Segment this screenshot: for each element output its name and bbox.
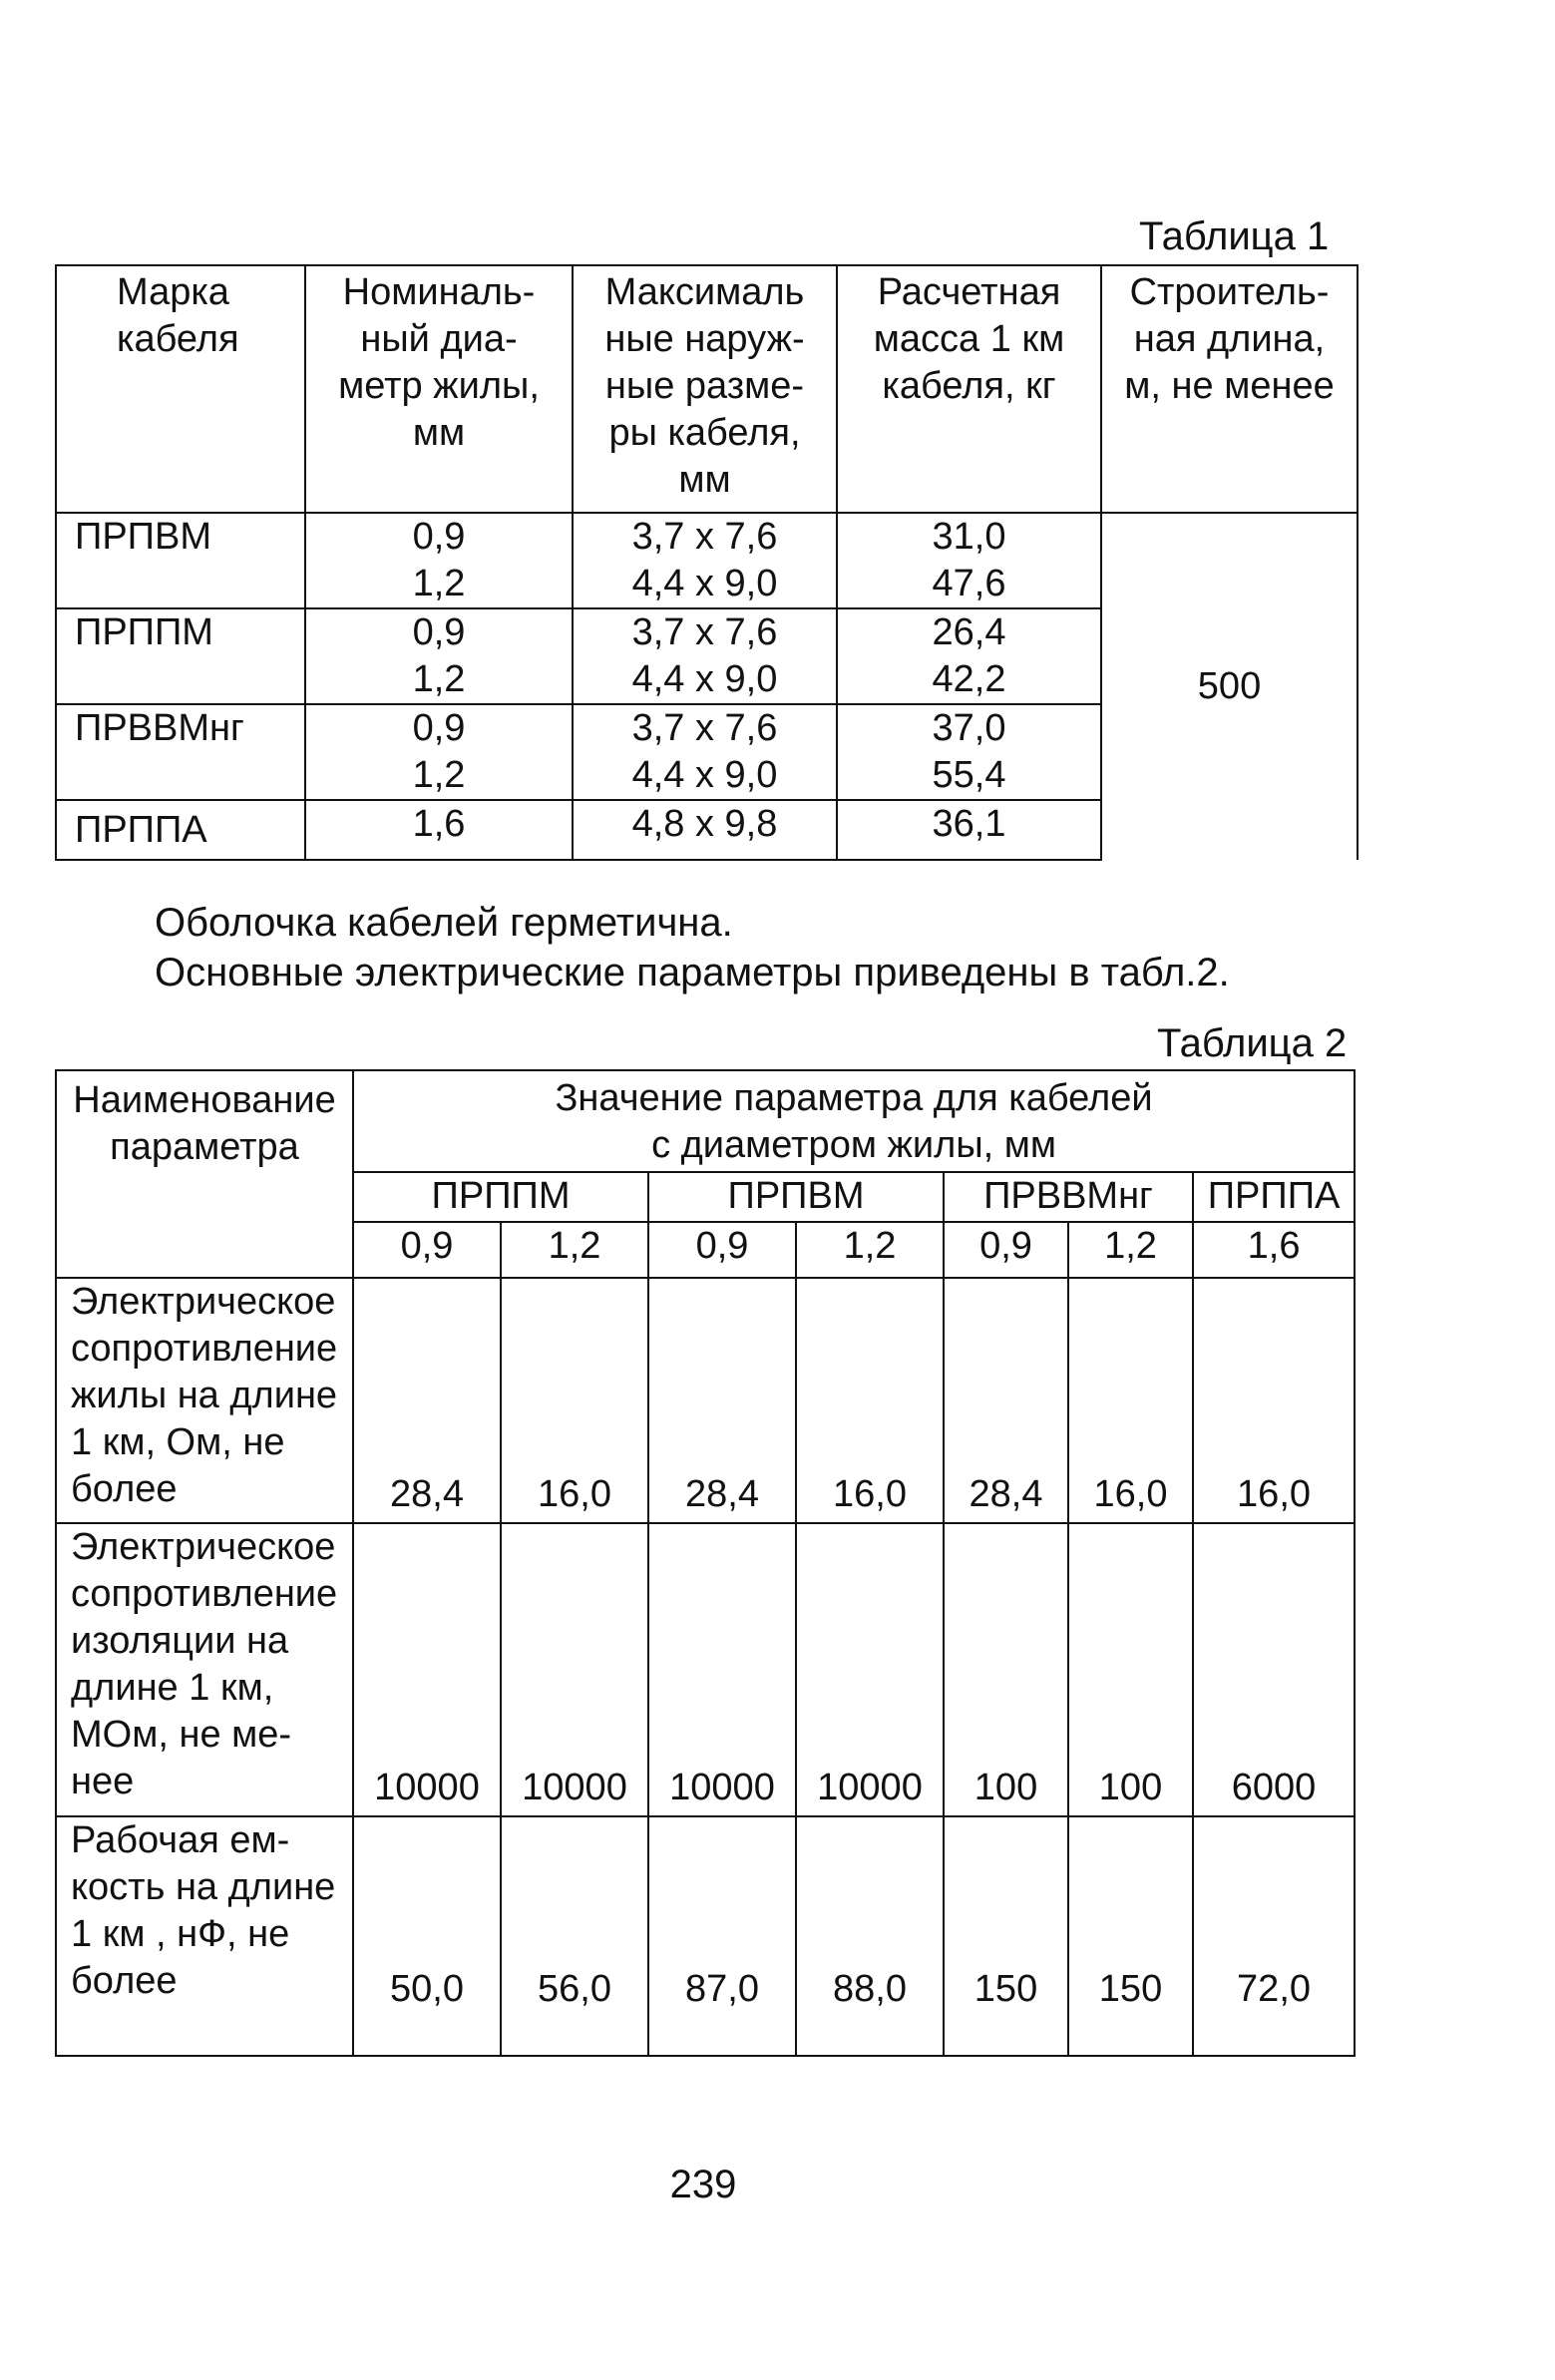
label-line: более — [71, 1960, 178, 2002]
diameter-header: 0,9 — [353, 1222, 501, 1278]
diameter-cell: 0,9 — [305, 704, 573, 752]
group-header: ПРППМ — [353, 1172, 648, 1222]
value-cell: 28,4 — [353, 1278, 501, 1523]
row-label — [56, 1278, 353, 1523]
dims-cell: 4,4 х 9,0 — [573, 752, 837, 800]
header-line: Номиналь- — [342, 271, 536, 313]
value-cell: 10000 — [648, 1523, 796, 1816]
dims-cell: 4,8 х 9,8 — [573, 800, 837, 860]
label-line: Рабочая ем- — [71, 1819, 290, 1861]
value-cell: 150 — [1068, 1816, 1193, 2056]
group-header: ПРПВМ — [648, 1172, 944, 1222]
mass-cell: 31,0 — [837, 513, 1101, 561]
value-cell: 16,0 — [1193, 1278, 1355, 1523]
header-value — [353, 1070, 1355, 1172]
value-cell: 16,0 — [796, 1278, 944, 1523]
mass-cell: 36,1 — [837, 800, 1101, 860]
header-dims — [573, 265, 837, 513]
value-cell: 100 — [944, 1523, 1068, 1816]
diameter-header: 1,6 — [1193, 1222, 1355, 1278]
length-cell: 500 — [1101, 513, 1358, 860]
label-line: длине 1 км, — [71, 1667, 274, 1709]
group-header: ПРППА — [1193, 1172, 1355, 1222]
value-cell: 28,4 — [944, 1278, 1068, 1523]
value-cell: 10000 — [353, 1523, 501, 1816]
label-line: 1 км , нФ, не — [71, 1913, 290, 1955]
value-cell: 72,0 — [1193, 1816, 1355, 2056]
dims-cell: 3,7 х 7,6 — [573, 704, 837, 752]
label-line: кость на длине — [71, 1866, 336, 1908]
value-cell: 56,0 — [501, 1816, 648, 2056]
table-row — [56, 513, 1358, 561]
label-line: сопротивление — [71, 1573, 338, 1615]
header-length — [1101, 265, 1358, 513]
header-param-name — [56, 1070, 353, 1278]
dims-cell: 3,7 х 7,6 — [573, 608, 837, 656]
label-line: более — [71, 1468, 178, 1510]
row-label — [56, 1816, 353, 2056]
label-line: МОм, не ме- — [71, 1714, 292, 1756]
value-cell: 150 — [944, 1816, 1068, 2056]
diameter-cell: 1,2 — [305, 561, 573, 608]
label-line: жилы на длине — [71, 1375, 338, 1416]
header-line: Значение параметра для кабелей — [555, 1077, 1153, 1119]
brand-cell: ПРПВМ — [56, 513, 305, 608]
group-header: ПРВВМнг — [944, 1172, 1193, 1222]
diameter-header: 1,2 — [796, 1222, 944, 1278]
value-cell: 50,0 — [353, 1816, 501, 2056]
value-cell: 88,0 — [796, 1816, 944, 2056]
brand-cell: ПРВВМнг — [56, 704, 305, 800]
header-line: м, не менее — [1124, 365, 1335, 407]
brand-cell: ПРППА — [56, 800, 305, 860]
table-row — [56, 1278, 1355, 1523]
diameter-header: 0,9 — [944, 1222, 1068, 1278]
dims-cell: 3,7 х 7,6 — [573, 513, 837, 561]
table1-caption: Таблица 1 — [1139, 214, 1330, 258]
header-brand — [56, 265, 305, 513]
table2-header-row — [56, 1070, 1355, 1172]
table-row — [56, 1523, 1355, 1816]
diameter-cell: 1,2 — [305, 656, 573, 704]
diameter-cell: 0,9 — [305, 513, 573, 561]
header-mass — [837, 265, 1101, 513]
table-row — [56, 1816, 1355, 2056]
header-line: кабеля — [117, 318, 239, 360]
table1-header-row — [56, 265, 1358, 513]
diameter-cell: 0,9 — [305, 608, 573, 656]
value-cell: 6000 — [1193, 1523, 1355, 1816]
value-cell: 16,0 — [1068, 1278, 1193, 1523]
header-line: Марка — [117, 271, 229, 313]
label-line: изоляции на — [71, 1620, 289, 1662]
header-line: мм — [412, 412, 466, 454]
label-line: Электрическое — [71, 1526, 336, 1568]
header-line: ная длина, — [1133, 318, 1326, 360]
value-cell: 28,4 — [648, 1278, 796, 1523]
table2 — [55, 1069, 1356, 2057]
value-cell: 10000 — [501, 1523, 648, 1816]
diameter-header: 1,2 — [501, 1222, 648, 1278]
mass-cell: 26,4 — [837, 608, 1101, 656]
header-line: ные разме- — [604, 365, 805, 407]
header-line: кабеля, кг — [882, 365, 1056, 407]
value-cell: 100 — [1068, 1523, 1193, 1816]
dims-cell: 4,4 х 9,0 — [573, 656, 837, 704]
header-line: ры кабеля, — [608, 412, 801, 454]
mass-cell: 37,0 — [837, 704, 1101, 752]
mass-cell: 55,4 — [837, 752, 1101, 800]
value-cell: 16,0 — [501, 1278, 648, 1523]
diameter-header: 0,9 — [648, 1222, 796, 1278]
brand-cell: ПРППМ — [56, 608, 305, 704]
header-line: ные наруж- — [604, 318, 805, 360]
diameter-cell: 1,6 — [305, 800, 573, 860]
mass-cell: 42,2 — [837, 656, 1101, 704]
header-line: с диаметром жилы, мм — [651, 1124, 1057, 1166]
diameter-cell: 1,2 — [305, 752, 573, 800]
label-line: сопротивление — [71, 1328, 338, 1370]
header-line: Наименование — [73, 1079, 336, 1121]
header-line: Расчетная — [877, 271, 1061, 313]
value-cell: 87,0 — [648, 1816, 796, 2056]
table2-caption: Таблица 2 — [1157, 1021, 1348, 1065]
label-line: 1 км, Ом, не — [71, 1421, 285, 1463]
mass-cell: 47,6 — [837, 561, 1101, 608]
dims-cell: 4,4 х 9,0 — [573, 561, 837, 608]
header-diameter — [305, 265, 573, 513]
header-line: метр жилы, — [338, 365, 540, 407]
header-line: ный диа- — [360, 318, 518, 360]
label-line: нее — [71, 1761, 135, 1802]
paragraph-sealed: Оболочка кабелей герметична. — [155, 901, 733, 945]
diameter-header: 1,2 — [1068, 1222, 1193, 1278]
value-cell: 10000 — [796, 1523, 944, 1816]
paragraph-parameters: Основные электрические параметры приведены в табл.2. — [155, 951, 1230, 994]
header-line: Строитель- — [1129, 271, 1330, 313]
header-line: мм — [678, 459, 731, 501]
page-number: 239 — [669, 2163, 737, 2206]
table1 — [55, 264, 1359, 861]
row-label — [56, 1523, 353, 1816]
header-line: параметра — [110, 1126, 299, 1168]
header-line: масса 1 км — [873, 318, 1065, 360]
label-line: Электрическое — [71, 1281, 336, 1323]
header-line: Максималь — [604, 271, 805, 313]
